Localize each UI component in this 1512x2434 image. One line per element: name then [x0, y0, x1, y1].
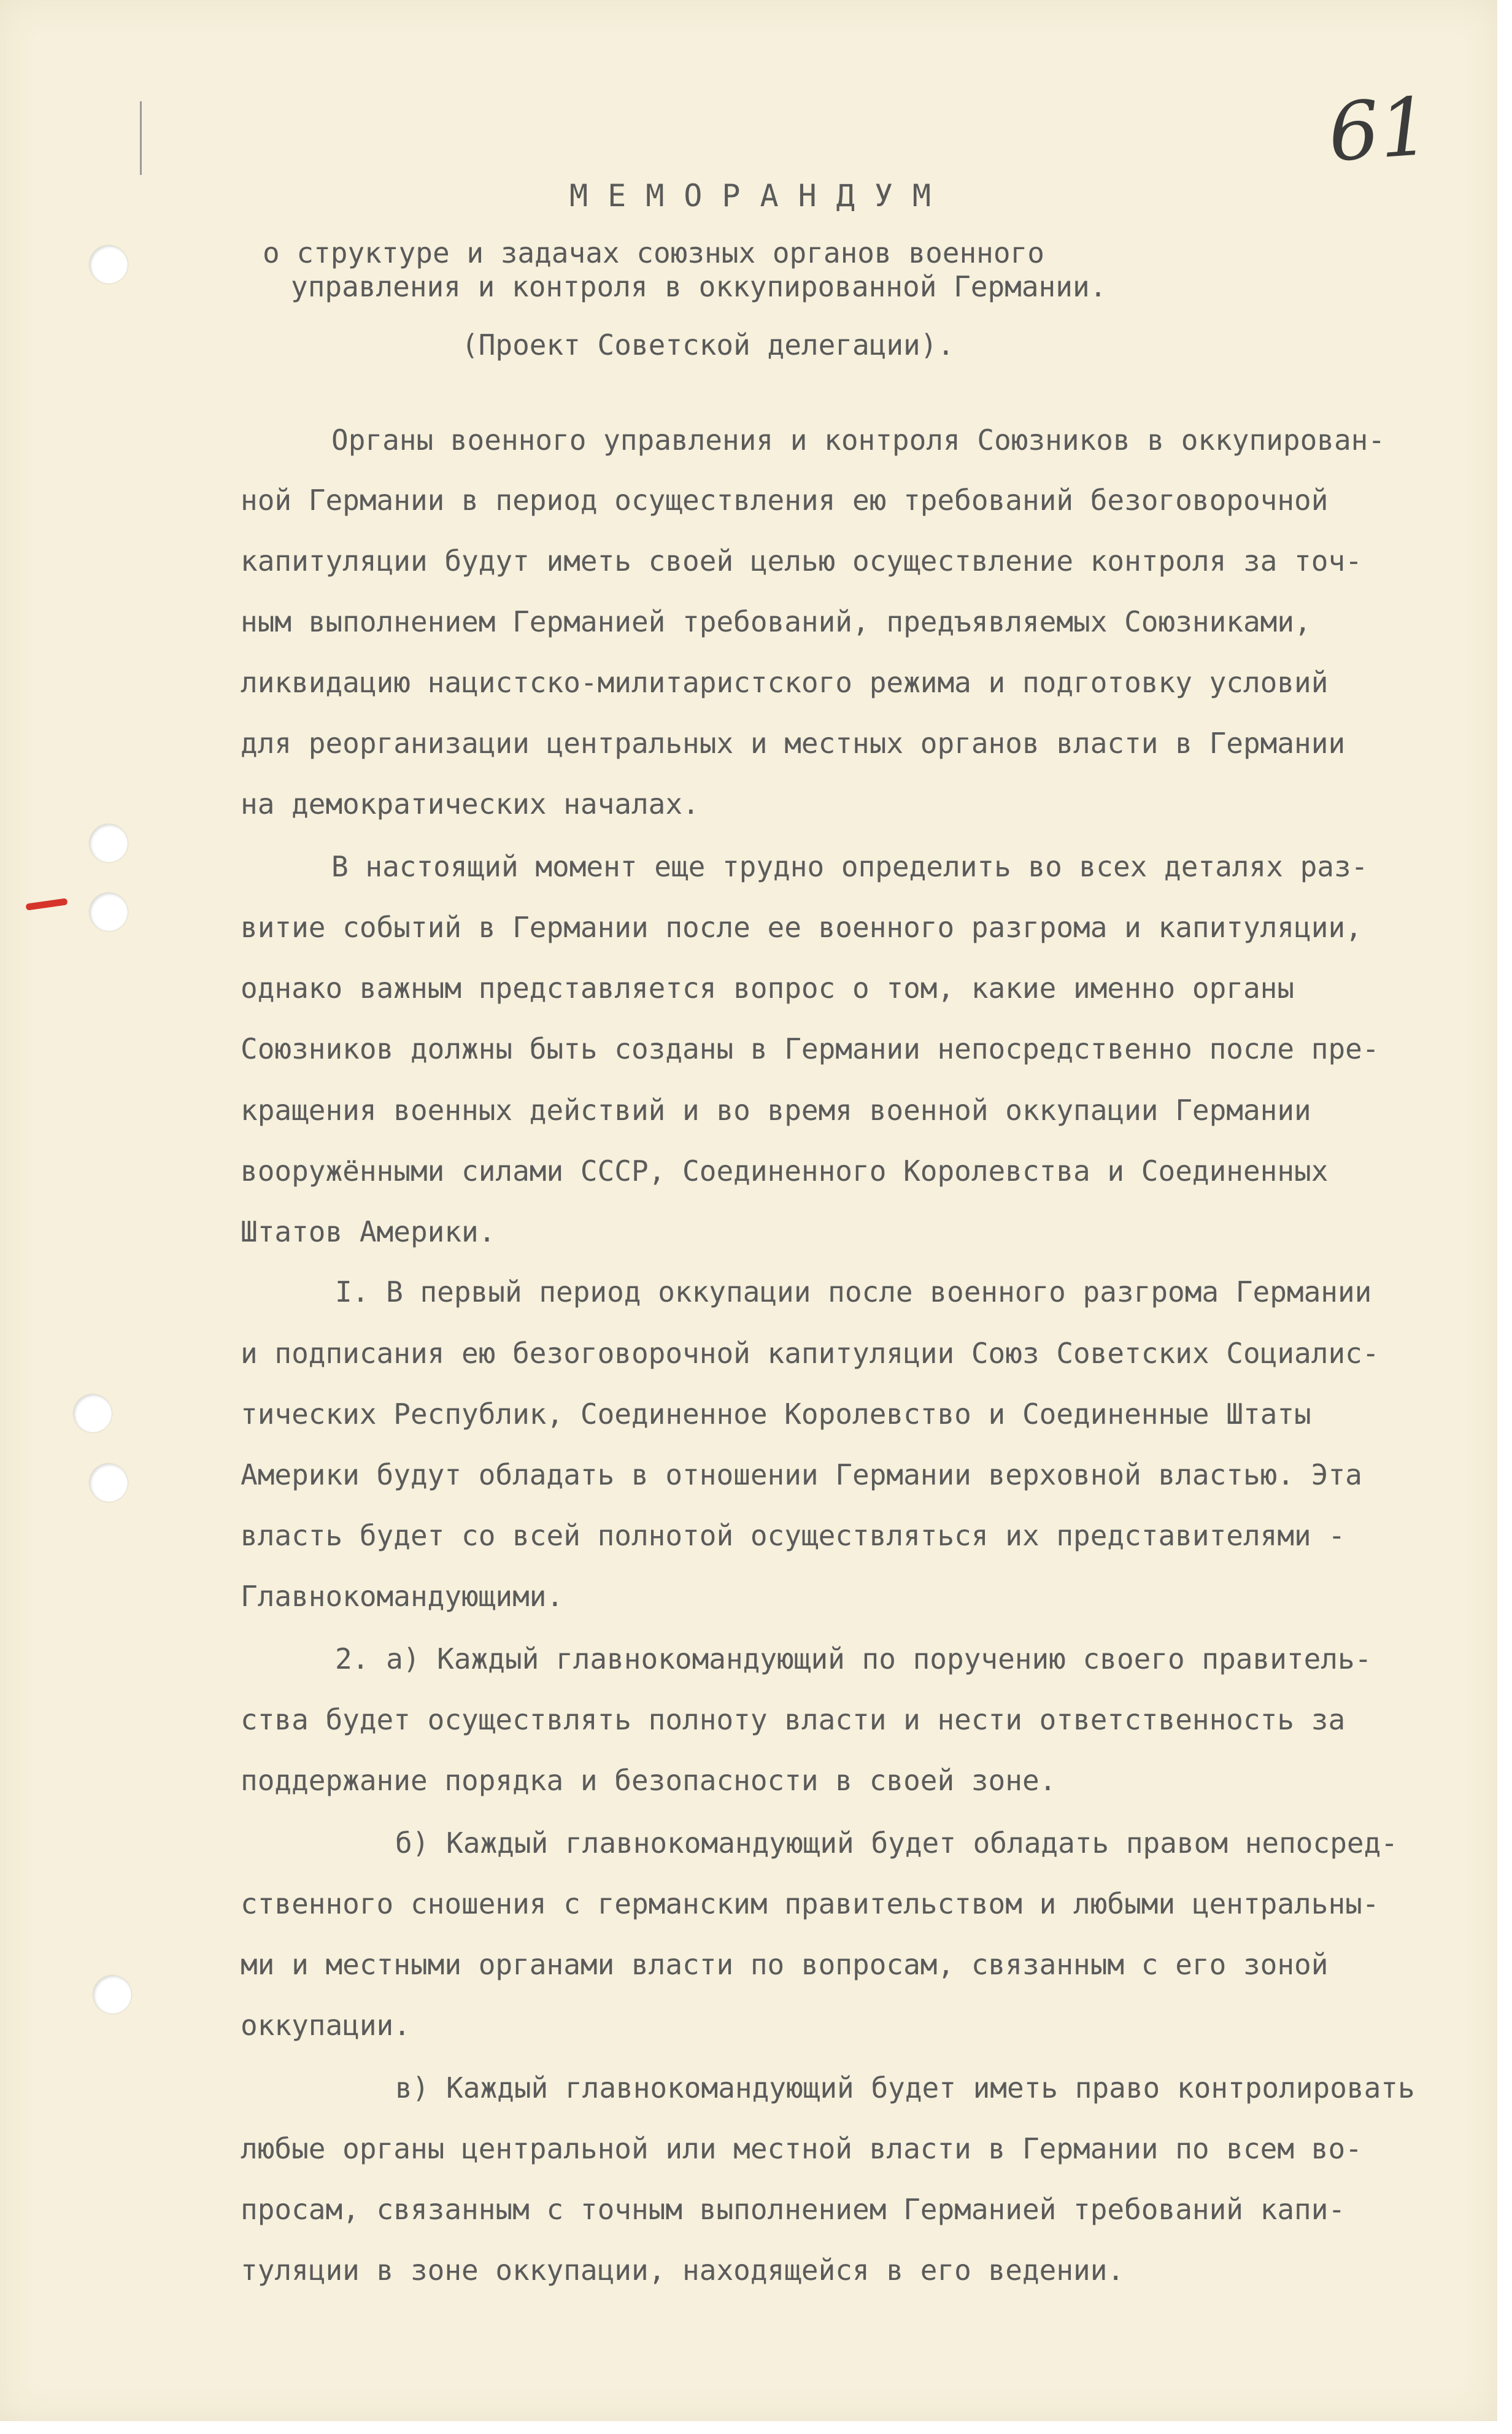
punch-hole [90, 1464, 128, 1502]
text-line: кращения военных действий и во время военной оккупации Германии [241, 1094, 1311, 1127]
edge-mark [140, 101, 142, 175]
draft-note: (Проект Советской делегации). [461, 328, 955, 361]
punch-hole [90, 893, 128, 931]
text-line: в) Каждый главнокомандующий будет иметь право контролировать [395, 2071, 1415, 2104]
text-line: власть будет со всей полнотой осуществляться их представителями - [241, 1519, 1346, 1552]
text-line: ликвидацию нацистско-милитаристского режима и подготовку условий [241, 666, 1329, 699]
text-line: однако важным представляется вопрос о том, какие именно органы [241, 972, 1295, 1005]
text-line: Органы военного управления и контроля Союзников в оккупирован- [331, 423, 1386, 457]
text-line: витие событий в Германии после ее военного разгрома и капитуляции, [241, 911, 1362, 944]
text-line: I. В первый период оккупации после военного разгрома Германии [335, 1275, 1372, 1308]
text-line: поддержание порядка и безопасности в своей зоне. [241, 1764, 1057, 1797]
text-line: просам, связанным с точным выполнением Германией требований капи- [241, 2193, 1346, 2226]
punch-hole [74, 1394, 112, 1432]
punch-hole [93, 1976, 131, 2014]
punch-hole [90, 824, 128, 862]
text-line: для реорганизации центральных и местных органов власти в Германии [241, 727, 1346, 760]
text-line: оккупации. [241, 2009, 411, 2042]
document-title: МЕМОРАНДУМ [569, 178, 951, 214]
text-line: В настоящий момент еще трудно определить во всех деталях раз- [331, 850, 1368, 883]
text-line: ным выполнением Германией требований, предъявляемых Союзниками, [241, 605, 1311, 638]
text-line: ства будет осуществлять полноту власти и нести ответственность за [241, 1703, 1346, 1736]
text-line: тических Республик, Соединенное Королевство и Соединенные Штаты [241, 1397, 1311, 1431]
text-line: ной Германии в период осуществления ею требований безоговорочной [241, 484, 1329, 517]
text-line: б) Каждый главнокомандующий будет обладать правом непосред- [395, 1826, 1398, 1860]
handwritten-page-number: 61 [1325, 79, 1433, 180]
document-subtitle-line-2: управления и контроля в оккупированной Германии. [291, 270, 1107, 303]
text-line: ми и местными органами власти по вопросам, связанным с его зоной [241, 1948, 1329, 1981]
red-pencil-mark [26, 898, 68, 910]
text-line: ственного сношения с германским правительством и любыми центральны- [241, 1887, 1379, 1920]
document-subtitle-line-1: о структуре и задачах союзных органов военного [263, 236, 1044, 269]
text-line: туляции в зоне оккупации, находящейся в его ведении. [241, 2254, 1125, 2287]
text-line: вооружёнными силами СССР, Соединенного Королевства и Соединенных [241, 1154, 1329, 1188]
text-line: на демократических началах. [241, 787, 700, 821]
text-line: и подписания ею безоговорочной капитуляции Союз Советских Социалис- [241, 1337, 1379, 1370]
text-line: капитуляции будут иметь своей целью осуществление контроля за точ- [241, 544, 1362, 578]
text-line: любые органы центральной или местной власти в Германии по всем во- [241, 2132, 1362, 2165]
text-line: 2. а) Каждый главнокомандующий по поручению своего правитель- [335, 1642, 1372, 1675]
text-line: Союзников должны быть созданы в Германии непосредственно после пре- [241, 1032, 1379, 1065]
text-line: Главнокомандующими. [241, 1580, 564, 1613]
punch-hole [90, 245, 128, 284]
text-line: Америки будут обладать в отношении Германии верховной властью. Эта [241, 1458, 1362, 1491]
text-line: Штатов Америки. [241, 1215, 496, 1248]
